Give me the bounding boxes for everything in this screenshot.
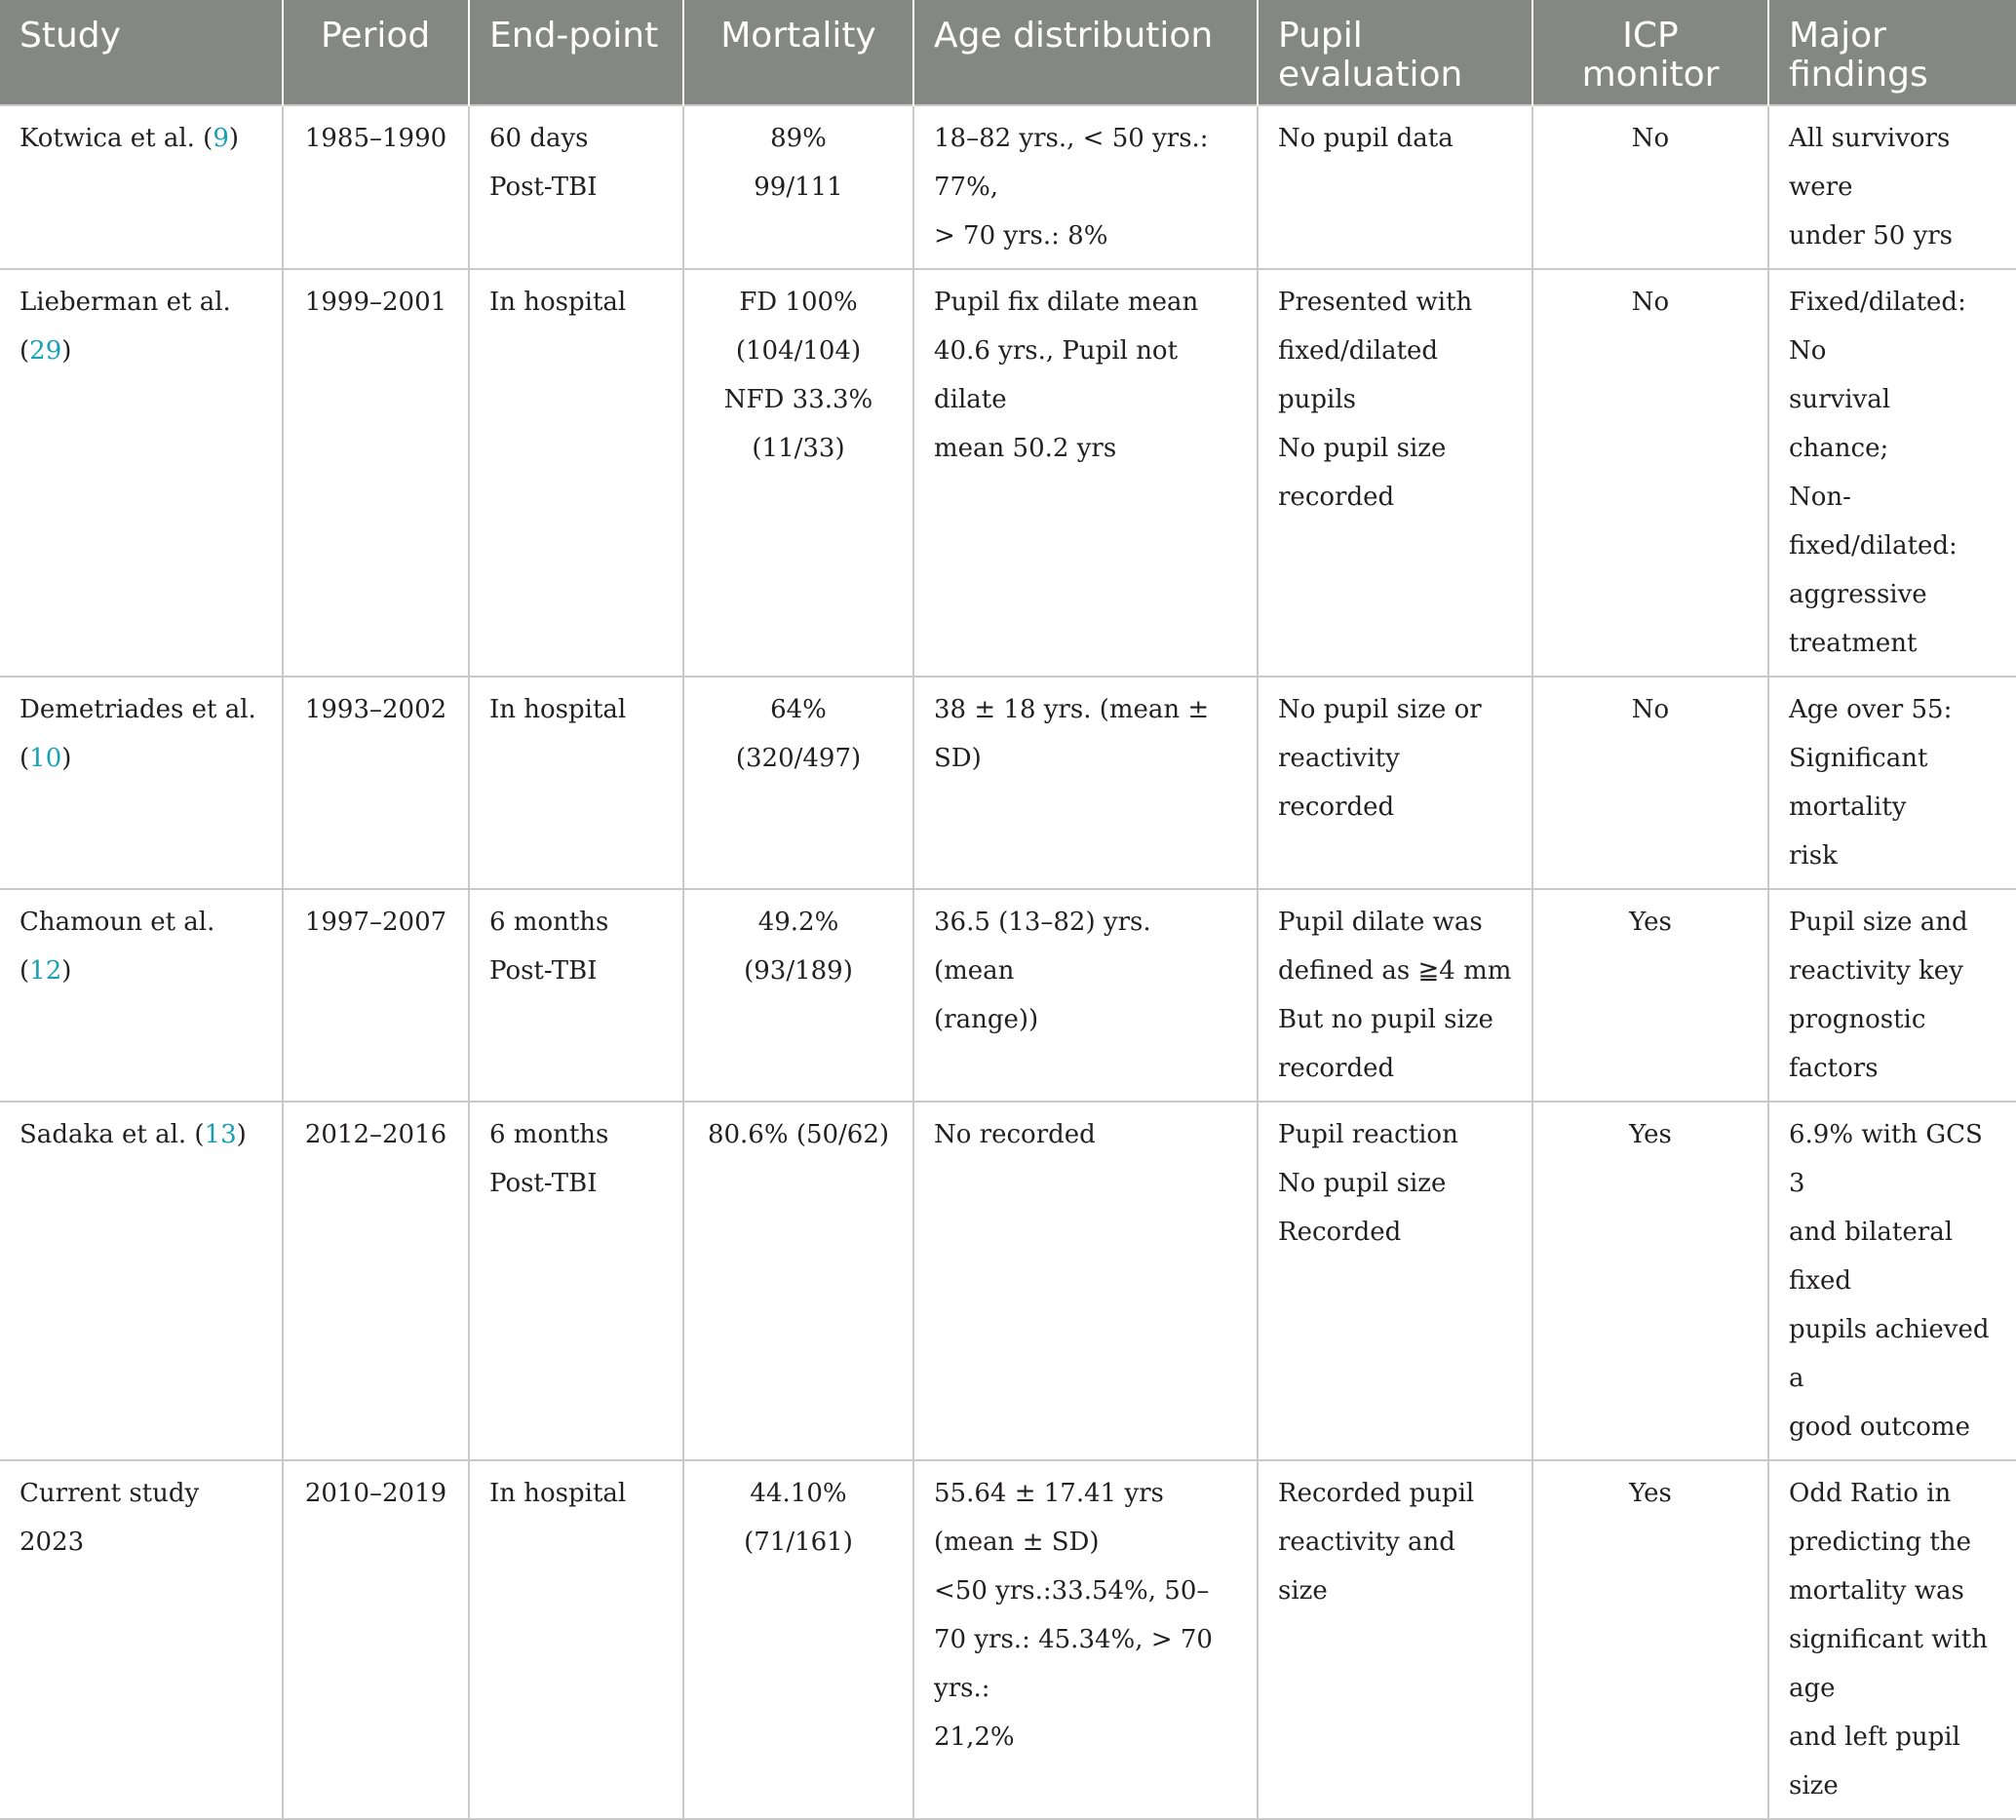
mortality-cell-line: NFD 33.3% xyxy=(723,385,873,414)
pupil-evaluation-cell-line: recorded xyxy=(1278,793,1395,822)
pupil-evaluation-cell-line: But no pupil size xyxy=(1278,1005,1493,1034)
age-distribution-cell-line: 18–82 yrs., < 50 yrs.: 77%, xyxy=(934,124,1209,202)
endpoint-cell-line: Post-TBI xyxy=(489,173,598,202)
table-row xyxy=(0,105,2016,269)
major-findings-cell-line: Odd Ratio in xyxy=(1789,1479,1952,1508)
study-cell xyxy=(0,105,283,269)
pupil-evaluation-cell xyxy=(1258,269,1532,677)
period-cell: 1985–1990 xyxy=(283,105,469,269)
endpoint-cell xyxy=(469,1102,683,1460)
age-distribution-cell xyxy=(913,1460,1258,1819)
major-findings-cell-line: 6.9% with GCS 3 xyxy=(1789,1120,1983,1198)
major-findings-cell-line: predicting the xyxy=(1789,1528,1971,1557)
icp-monitor-cell: No xyxy=(1532,677,1768,889)
table-body xyxy=(0,105,2016,1819)
study-name: Current study 2023 xyxy=(19,1479,200,1557)
major-findings-cell-line: survival chance; xyxy=(1789,385,1891,463)
citation-link[interactable]: 9 xyxy=(213,124,229,153)
citation-close: ) xyxy=(61,956,72,986)
study-cell xyxy=(0,889,283,1102)
study-name: Demetriades et al. xyxy=(19,695,256,724)
table-row xyxy=(0,269,2016,677)
endpoint-cell-line: In hospital xyxy=(489,695,627,724)
pupil-evaluation-cell xyxy=(1258,105,1532,269)
header-study: Study xyxy=(19,16,121,56)
header-pupil-evaluation: Pupil evaluation xyxy=(1258,0,1532,105)
study-cell xyxy=(0,677,283,889)
citation-link[interactable]: 12 xyxy=(29,956,62,986)
icp-monitor-cell: Yes xyxy=(1532,889,1768,1102)
pupil-evaluation-cell-line: Recorded pupil xyxy=(1278,1479,1475,1508)
age-distribution-cell xyxy=(913,269,1258,677)
study-cell xyxy=(0,1102,283,1460)
pupil-evaluation-cell xyxy=(1258,677,1532,889)
pupil-evaluation-cell-line: Pupil reaction xyxy=(1278,1120,1458,1149)
study-cell xyxy=(0,269,283,677)
icp-monitor-cell: No xyxy=(1532,269,1768,677)
pupil-evaluation-cell-line: pupils xyxy=(1278,385,1357,414)
endpoint-cell xyxy=(469,677,683,889)
age-distribution-cell xyxy=(913,889,1258,1102)
endpoint-cell xyxy=(469,889,683,1102)
citation-close: ) xyxy=(236,1120,247,1149)
age-distribution-cell-line: 21,2% xyxy=(934,1723,1015,1752)
endpoint-cell-line: 6 months xyxy=(489,908,609,937)
age-distribution-cell-line: No recorded xyxy=(934,1120,1096,1149)
major-findings-cell-line: Fixed/dilated: No xyxy=(1789,288,1966,366)
mortality-cell-line: 89% xyxy=(770,124,827,153)
table-row xyxy=(0,1460,2016,1819)
major-findings-cell-line: Non-fixed/dilated: xyxy=(1789,483,1958,561)
mortality-cell-line: 49.2% (93/189) xyxy=(744,908,853,986)
endpoint-cell xyxy=(469,1460,683,1819)
mortality-cell xyxy=(683,889,913,1102)
age-distribution-cell-line: > 70 yrs.: 8% xyxy=(934,221,1108,251)
pupil-evaluation-cell-line: Pupil dilate was xyxy=(1278,908,1483,937)
major-findings-cell-line: reactivity key xyxy=(1789,956,1963,986)
major-findings-cell-line: pupils achieved a xyxy=(1789,1315,1990,1393)
citation-close: ) xyxy=(228,124,240,153)
endpoint-cell-line: 60 days xyxy=(489,124,589,153)
age-distribution-cell-line: mean 50.2 yrs xyxy=(934,434,1117,463)
mortality-cell-line: 80.6% (50/62) xyxy=(707,1120,890,1149)
pupil-evaluation-cell-line: fixed/dilated xyxy=(1278,336,1439,366)
pupil-evaluation-cell-line: Recorded xyxy=(1278,1218,1402,1247)
major-findings-cell-line: All survivors were xyxy=(1789,124,1951,202)
age-distribution-cell xyxy=(913,1102,1258,1460)
major-findings-cell-line: good outcome xyxy=(1789,1413,1970,1442)
endpoint-cell-line: In hospital xyxy=(489,288,627,317)
major-findings-cell-line: and left pupil size xyxy=(1789,1723,1960,1801)
study-name: Lieberman et al. ( xyxy=(19,288,231,366)
citation-close: ) xyxy=(61,336,72,366)
major-findings-cell xyxy=(1768,269,2016,677)
period-cell: 1993–2002 xyxy=(283,677,469,889)
icp-monitor-cell: Yes xyxy=(1532,1460,1768,1819)
citation-link[interactable]: 10 xyxy=(29,744,62,773)
major-findings-cell-line: Age over 55: xyxy=(1789,695,1953,724)
citation-link[interactable]: 29 xyxy=(29,336,62,366)
pupil-evaluation-cell-line: recorded xyxy=(1278,483,1395,512)
endpoint-cell xyxy=(469,105,683,269)
period-cell: 2012–2016 xyxy=(283,1102,469,1460)
age-distribution-cell-line: 36.5 (13–82) yrs. (mean xyxy=(934,908,1151,986)
period-cell: 1997–2007 xyxy=(283,889,469,1102)
pupil-evaluation-cell-line: No pupil size xyxy=(1278,1169,1447,1198)
major-findings-cell xyxy=(1768,677,2016,889)
period-cell: 2010–2019 xyxy=(283,1460,469,1819)
age-distribution-cell-line: Pupil fix dilate mean xyxy=(934,288,1199,317)
age-distribution-cell-line: (range)) xyxy=(934,1005,1039,1034)
endpoint-cell-line: Post-TBI xyxy=(489,956,598,986)
major-findings-cell xyxy=(1768,1102,2016,1460)
study-name: Chamoun et al. ( xyxy=(19,908,215,986)
table-row xyxy=(0,889,2016,1102)
mortality-cell xyxy=(683,269,913,677)
header-age-distribution: Age distribution xyxy=(913,0,1258,105)
study-name: Kotwica et al. ( xyxy=(19,124,213,153)
major-findings-cell xyxy=(1768,1460,2016,1819)
mortality-cell-line: (104/104) xyxy=(735,336,862,366)
pupil-evaluation-cell-line: defined as ≧4 mm xyxy=(1278,956,1512,986)
table-header-row xyxy=(0,0,2016,105)
major-findings-cell-line: aggressive treatment xyxy=(1789,580,1927,658)
pupil-evaluation-cell-line: reactivity xyxy=(1278,744,1400,773)
age-distribution-cell-line: 38 ± 18 yrs. (mean ± SD) xyxy=(934,695,1210,773)
endpoint-cell xyxy=(469,269,683,677)
period-cell: 1999–2001 xyxy=(283,269,469,677)
pupil-evaluation-cell-line: No pupil data xyxy=(1278,124,1454,153)
pupil-evaluation-cell xyxy=(1258,1460,1532,1819)
mortality-cell-line: 64% (320/497) xyxy=(735,695,862,773)
mortality-cell xyxy=(683,677,913,889)
header-endpoint: End-point xyxy=(469,0,683,105)
pupil-evaluation-cell xyxy=(1258,1102,1532,1460)
mortality-cell-line: 99/111 xyxy=(754,173,843,202)
major-findings-cell-line: prognostic factors xyxy=(1789,1005,1926,1083)
pupil-evaluation-cell-line: reactivity and size xyxy=(1278,1528,1455,1606)
mortality-cell xyxy=(683,1460,913,1819)
age-distribution-cell xyxy=(913,105,1258,269)
endpoint-cell-line: In hospital xyxy=(489,1479,627,1508)
age-distribution-cell-line: (mean ± SD) xyxy=(934,1528,1100,1557)
major-findings-cell-line: Pupil size and xyxy=(1789,908,1968,937)
age-distribution-cell-line: 55.64 ± 17.41 yrs xyxy=(934,1479,1164,1508)
major-findings-cell-line: risk xyxy=(1789,841,1838,871)
age-distribution-cell xyxy=(913,677,1258,889)
citation-link[interactable]: 13 xyxy=(204,1120,237,1149)
header-period: Period xyxy=(283,0,469,105)
pupil-evaluation-cell xyxy=(1258,889,1532,1102)
major-findings-cell-line: under 50 yrs xyxy=(1789,221,1954,251)
major-findings-cell-line: mortality was xyxy=(1789,1576,1964,1606)
endpoint-cell-line: 6 months xyxy=(489,1120,609,1149)
table-row xyxy=(0,1102,2016,1460)
major-findings-cell xyxy=(1768,889,2016,1102)
age-distribution-cell-line: 40.6 yrs., Pupil not dilate xyxy=(934,336,1179,414)
icp-monitor-cell: No xyxy=(1532,105,1768,269)
study-cell xyxy=(0,1460,283,1819)
study-ref-line: (10) xyxy=(19,744,72,773)
mortality-cell-line: FD 100% xyxy=(739,288,858,317)
header-major-findings: Major findings xyxy=(1768,0,2016,105)
mortality-cell xyxy=(683,105,913,269)
header-icp-monitor: ICP monitor xyxy=(1532,0,1768,105)
major-findings-cell xyxy=(1768,105,2016,269)
pupil-evaluation-cell-line: No pupil size xyxy=(1278,434,1447,463)
endpoint-cell-line: Post-TBI xyxy=(489,1169,598,1198)
age-distribution-cell-line: <50 yrs.:33.54%, 50– xyxy=(934,1576,1210,1606)
mortality-cell xyxy=(683,1102,913,1460)
major-findings-cell-line: Significant mortality xyxy=(1789,744,1928,822)
mortality-cell-line: (11/33) xyxy=(752,434,845,463)
table-row xyxy=(0,677,2016,889)
major-findings-cell-line: and bilateral fixed xyxy=(1789,1218,1954,1296)
pupil-evaluation-cell-line: recorded xyxy=(1278,1054,1395,1083)
icp-monitor-cell: Yes xyxy=(1532,1102,1768,1460)
pupil-evaluation-cell-line: Presented with xyxy=(1278,288,1473,317)
pupil-evaluation-cell-line: No pupil size or xyxy=(1278,695,1482,724)
mortality-cell-line: 44.10% (71/161) xyxy=(744,1479,853,1557)
study-name: Sadaka et al. ( xyxy=(19,1120,205,1149)
age-distribution-cell-line: 70 yrs.: 45.34%, > 70 yrs.: xyxy=(934,1625,1213,1703)
header-mortality: Mortality xyxy=(683,0,913,105)
major-findings-cell-line: significant with age xyxy=(1789,1625,1988,1703)
